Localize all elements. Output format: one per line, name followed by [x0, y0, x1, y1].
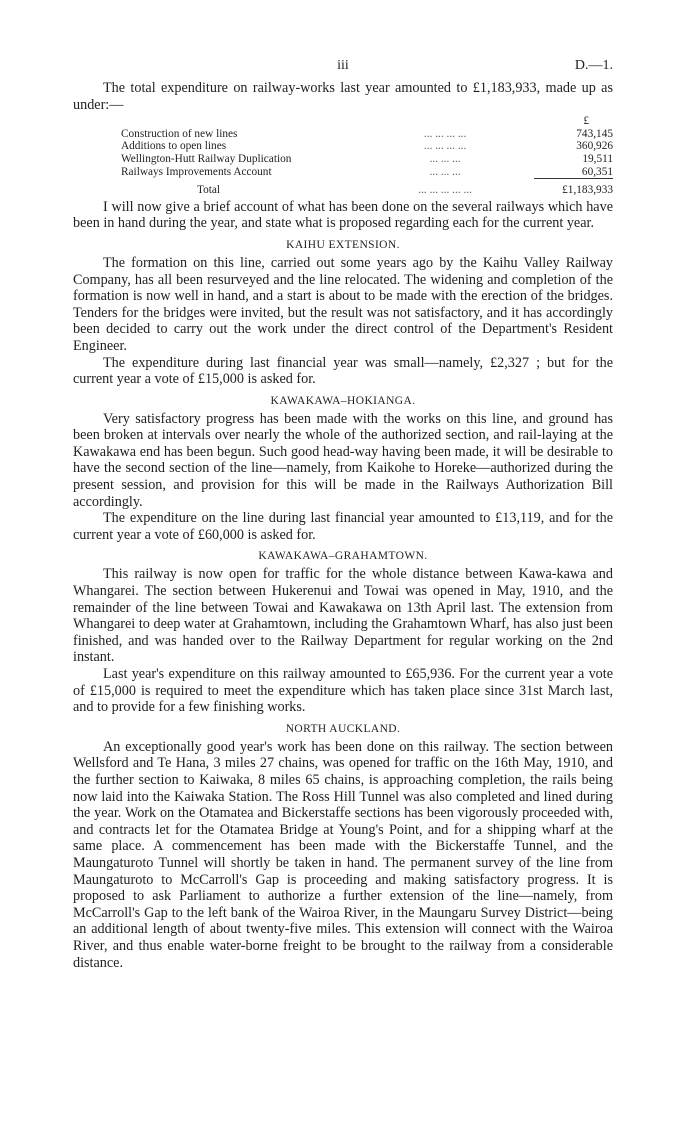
- row-label: Wellington-Hutt Railway Duplication: [121, 152, 292, 165]
- expenditure-table: [121, 115, 613, 197]
- table-row: [121, 140, 613, 153]
- table-row: [121, 128, 613, 141]
- total-row: [121, 179, 613, 197]
- total-label: Total: [197, 183, 221, 196]
- leader-dots: ... ... ...: [429, 165, 461, 178]
- section-paragraph: The formation on this line, carried out some years ago by the Kaihu Valley Railway Company, has all been resurveyed and the line relocated. The widening and completion of the formation is now well in hand, and a start is about to be made with the erection of the bridges. Tenders for the bridges were invited, but the result was not satisfactory, and it has accordingly been decided to carry out the work under the direct control of the Department's Resident Engineer.: [73, 254, 613, 354]
- section-paragraph: The expenditure during last financial year was small—namely, £2,327 ; but for the current year a vote of £15,000 is asked for.: [73, 354, 613, 388]
- leader-dots: ... ... ...: [429, 152, 461, 165]
- currency-row: [121, 115, 613, 128]
- row-amount: 743,145: [576, 127, 613, 140]
- document-page: [73, 58, 613, 971]
- account-intro-paragraph: I will now give a brief account of what has been done on the several railways which have been in hand during the year, and state what is proposed regarding each for the current year.: [73, 198, 613, 232]
- section-paragraph: This railway is now open for traffic for the whole distance between Kawa-kawa and Whangarei. The section between Hukerenui and Towai was opened in May, 1910, and the remainder of the line between Towai and Kawakawa on 13th April last. The extension from Whangarei to deep water at Grahamtown, including the Grahamtown Wharf, has also just been finished, and was handed over to the Railway Department for regular working on the 2nd instant.: [73, 566, 613, 666]
- intro-paragraph: The total expenditure on railway-works last year amounted to £1,183,933, made up as under:—: [73, 80, 613, 113]
- row-label: Additions to open lines: [121, 140, 227, 153]
- leader-dots: ... ... ... ... ...: [418, 183, 472, 196]
- leader-dots: ... ... ... ...: [423, 127, 467, 140]
- page-header: [73, 58, 613, 80]
- section-heading-kawakawa-grahamtown: KAWAKAWA–GRAHAMTOWN.: [258, 550, 428, 563]
- row-label: Construction of new lines: [121, 127, 238, 140]
- row-amount: 60,351: [581, 165, 613, 178]
- row-label: Railways Improvements Account: [121, 165, 272, 178]
- section-paragraph: An exceptionally good year's work has been done on this railway. The section between Wellsford and Te Hana, 3 miles 27 chains, was opened for traffic on the 16th May, 1910, and the further section to Kaiwaka, 8 miles 65 chains, is approaching completion, the rails being now laid into the Kaiwaka Station. The Ross Hill Tunnel was also completed and lined during the year. Work on the Otamatea and Bickerstaffe sections has been vigorously proceeded with, and contracts let for the Otamatea Bridge at Young's Point, and for a shipping wharf at the same place. A commencement has been made with the Bickerstaffe Tunnel, and the Maungaturoto Tunnel will shortly be taken in hand. The permanent survey of the line from Maungaturoto to McCarroll's Gap is proceeding and making satisfactory progress. It is proposed to ask Parliament to authorize a further extension of the line—namely, from McCarroll's Gap to the left bank of the Wairoa River, in the Maungaru Survey District—being an additional length of about twenty-five miles. This extension will connect with the Wairoa River, and thus enable water-borne freight to be brought to the railway from a considerable distance.: [73, 738, 613, 971]
- section-paragraph: Last year's expenditure on this railway amounted to £65,936. For the current year a vote of £15,000 is required to meet the expenditure which has taken place since 31st March last, and to provide for a few finishing works.: [73, 666, 613, 716]
- currency-symbol: £: [583, 115, 589, 128]
- section-paragraph: Very satisfactory progress has been made with the works on this line, and ground has been broken at intervals over nearly the whole of the authorized section, and rail-laying at the Kawakawa end has been begun. Such good head-way having been made, it will be desirable to have the second section of the line—namely, from Kaikohe to Horeke—authorized during the present session, and provision for this will be made in the Railways Authorization Bill accordingly.: [73, 410, 613, 510]
- document-reference: D.—1.: [574, 58, 613, 73]
- leader-dots: ... ... ... ...: [423, 140, 467, 153]
- page-number: iii: [337, 58, 349, 73]
- section-heading-kawakawa-hokianga: KAWAKAWA–HOKIANGA.: [270, 394, 416, 407]
- table-row: [121, 166, 613, 179]
- row-amount: 19,511: [582, 152, 613, 165]
- total-amount: £1,183,933: [534, 179, 613, 197]
- section-heading-kaihu: KAIHU EXTENSION.: [286, 238, 400, 251]
- row-amount: 360,926: [576, 140, 613, 153]
- section-paragraph: The expenditure on the line during last financial year amounted to £13,119, and for the current year a vote of £60,000 is asked for.: [73, 510, 613, 543]
- table-row: [121, 153, 613, 166]
- section-heading-north-auckland: NORTH AUCKLAND.: [285, 722, 401, 735]
